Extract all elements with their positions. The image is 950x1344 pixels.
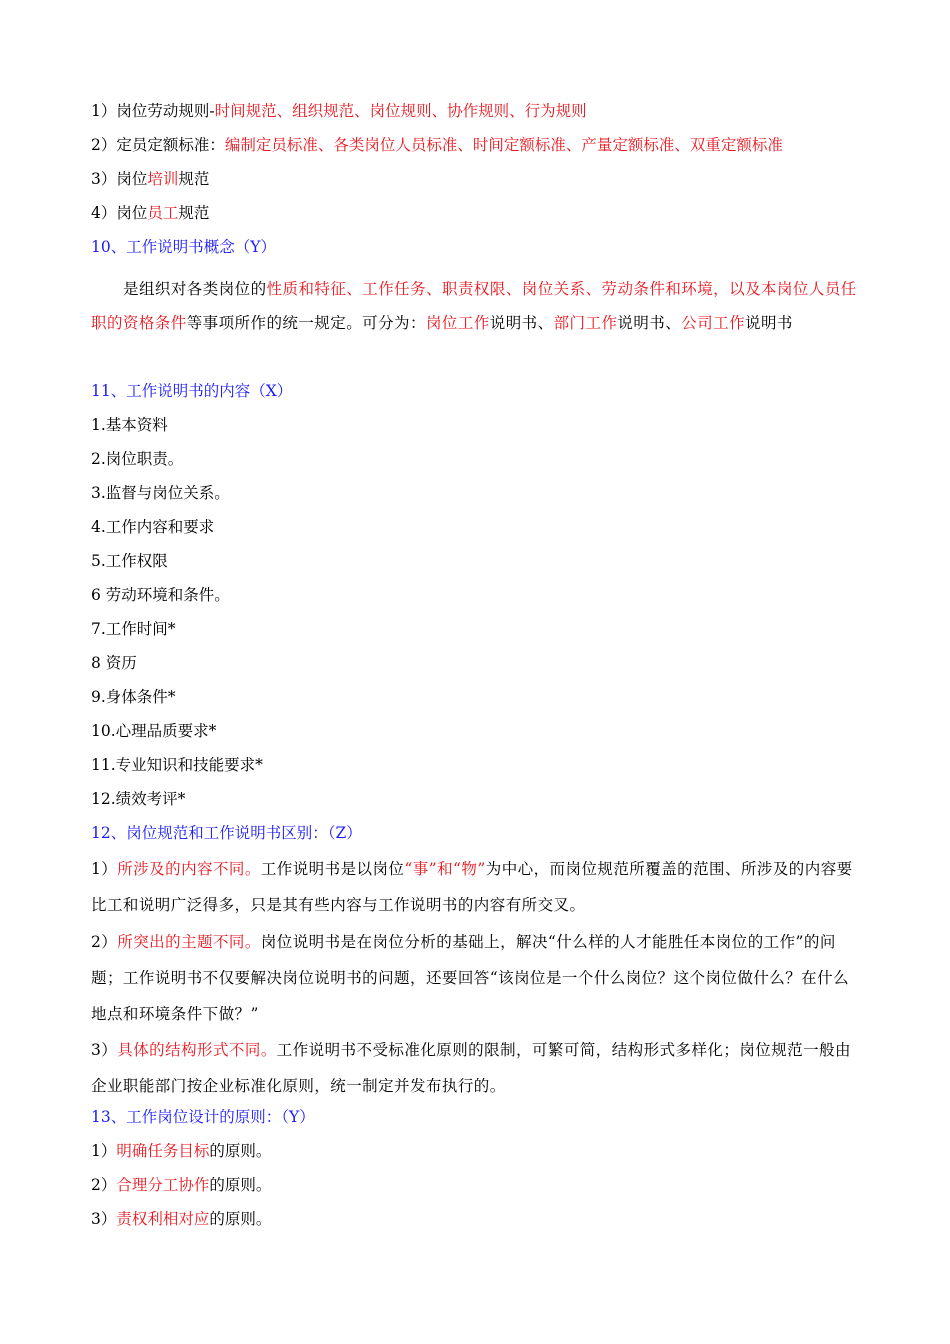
item-suffix: 的原则。 [209,1176,272,1194]
section-heading: 10、工作说明书概念（Y） [91,238,276,256]
rule-highlight: 培训 [147,170,179,188]
list-item: 1.基本资料 [91,416,168,434]
rule-highlight: 编制定员标准、各类岗位人员标准、时间定额标准、产量定额标准、双重定额标准 [224,136,783,154]
rule-item [91,135,862,155]
item-highlight: 责权利相对应 [116,1210,210,1228]
list-item: 11.专业知识和技能要求* [91,756,263,774]
paragraph-text: 岗位说明书是在岗位分析的基础上，解决“什么样的人才能胜任本岗位的工作”的问题；工作说明书不仅要解决岗位说明书的问题，还要回答“该岗位是一个什么岗位？这个岗位做什么？在什么地点和环境条件下做？” [91,933,850,1023]
list-item: 12.绩效考评* [91,790,186,808]
paragraph-highlight: 岗位工作 [425,314,490,332]
paragraph-text: 说明书、 [617,314,682,332]
rule-suffix: 规范 [178,170,210,188]
paragraph-text: 工作说明书是以岗位 [260,860,405,878]
section-paragraph [91,272,862,340]
list-item [91,1175,862,1195]
section-paragraph [91,924,862,1032]
paragraph-highlight: 性质和特征、工作任务、职责权限、岗位关系、劳动条件和环境，以及本岗位人员任职的资格条件 [91,280,857,332]
list-item [91,1141,862,1161]
paragraph-text: 是组织对各类岗位的 [123,280,267,298]
rule-item [91,169,862,189]
paragraph-text: 等事项所作的统一规定。可分为： [186,314,426,332]
paragraph-number: 2） [91,933,118,951]
item-highlight: 明确任务目标 [116,1142,210,1160]
paragraph-highlight: 所涉及的内容不同。 [117,860,261,878]
rule-item [91,101,862,121]
item-number: 3） [91,1210,117,1228]
section-paragraph [91,1032,862,1104]
item-number: 1） [91,1142,117,1160]
paragraph-text: 工作说明书不受标准化原则的限制，可繁可简，结构形式多样化；岗位规范一般由企业职能部门按企业标准化原则，统一制定并发布执行的。 [91,1041,851,1095]
section-heading: 11、工作说明书的内容（X） [91,382,293,400]
paragraph-highlight: 具体的结构形式不同。 [117,1041,277,1059]
paragraph-highlight: “事”和“物” [404,860,486,878]
section-heading: 13、工作岗位设计的原则：（Y） [91,1108,315,1126]
paragraph-text: 说明书、 [489,314,554,332]
section-heading: 12、岗位规范和工作说明书区别：（Z） [91,824,362,842]
rule-highlight: 员工 [147,204,179,222]
rule-item [91,203,862,223]
rule-highlight: 时间规范、组织规范、岗位规则、协作规则、行为规则 [214,102,587,120]
rule-prefix: 3）岗位 [91,170,148,188]
list-item: 9.身体条件* [91,688,176,706]
list-item: 8 资历 [91,654,137,672]
rule-prefix: 4）岗位 [91,204,148,222]
list-item: 5.工作权限 [91,552,168,570]
list-item: 6 劳动环境和条件。 [91,586,230,604]
list-item: 4.工作内容和要求 [91,518,215,536]
paragraph-number: 3） [91,1041,118,1059]
section-paragraph [91,851,862,923]
list-item: 2.岗位职责。 [91,450,184,468]
rule-prefix: 1）岗位劳动规则- [91,102,215,120]
rule-prefix: 2）定员定额标准： [91,136,225,154]
paragraph-text: 为中心，而岗位规范所覆盖的范围、所涉及的内容要比工和说明广泛得多，只是其有些内容与工作说明书的内容有所交叉。 [91,860,853,914]
list-item [91,1209,862,1229]
item-suffix: 的原则。 [209,1210,272,1228]
paragraph-highlight: 所突出的主题不同。 [117,933,261,951]
paragraph-text: 说明书 [745,314,793,332]
paragraph-highlight: 部门工作 [553,314,618,332]
list-item: 10.心理品质要求* [91,722,217,740]
list-item: 3.监督与岗位关系。 [91,484,230,502]
item-number: 2） [91,1176,117,1194]
item-suffix: 的原则。 [209,1142,272,1160]
list-item: 7.工作时间* [91,620,176,638]
item-highlight: 合理分工协作 [116,1176,210,1194]
paragraph-number: 1） [91,860,118,878]
paragraph-highlight: 公司工作 [681,314,746,332]
rule-suffix: 规范 [178,204,210,222]
